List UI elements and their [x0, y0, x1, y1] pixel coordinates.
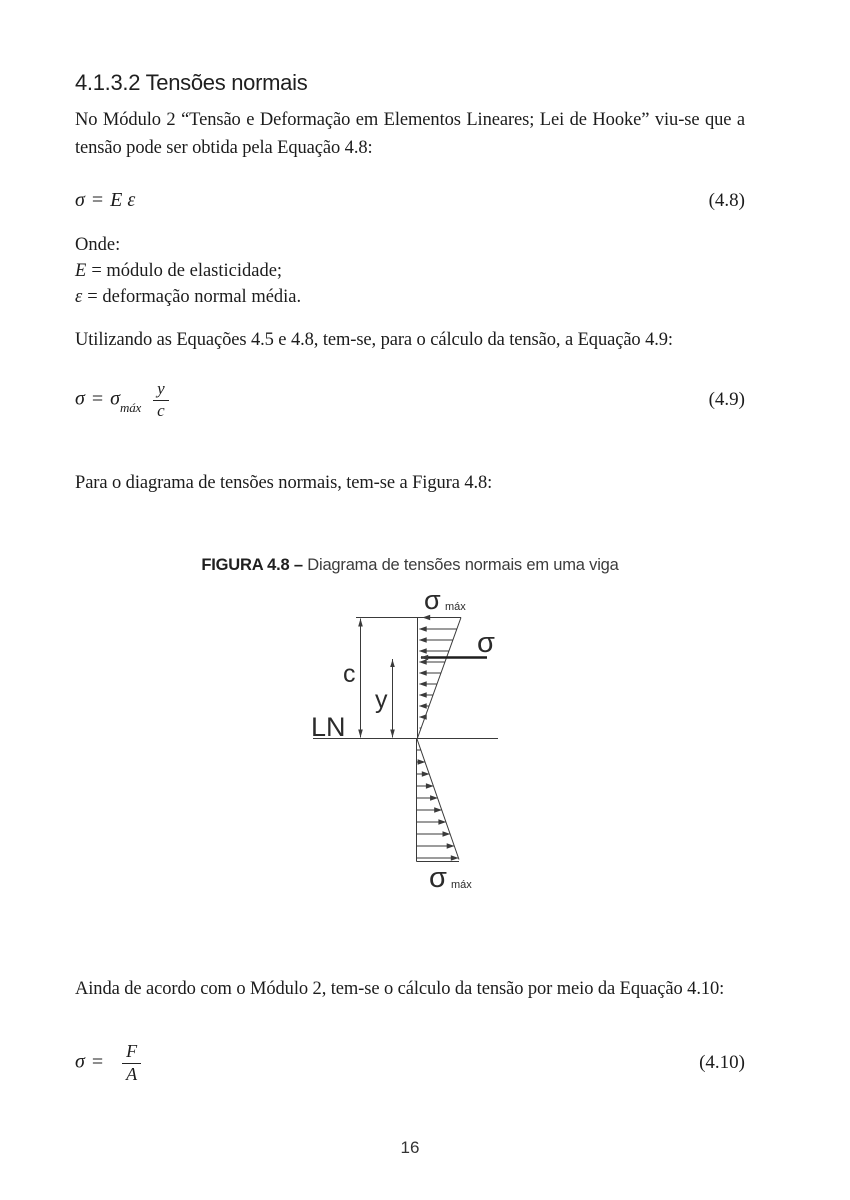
where-item-definition: = deformação normal média. [87, 287, 302, 307]
elasticity-modulus-symbol: E [110, 189, 123, 211]
paragraph-intro: No Módulo 2 “Tensão e Deformação em Elementos Lineares; Lei de Hooke” viu-se que a tensão pode ser obtida pela Equação 4.8: [75, 110, 745, 158]
sigma-max-top-label: σ [424, 585, 441, 615]
equation-4-8-expression [75, 189, 135, 212]
equation-4-8-number: (4.8) [708, 189, 745, 211]
equals-sign: = [91, 387, 104, 410]
fraction-denominator: A [122, 1063, 141, 1084]
sigma-max-top-subscript: máx [445, 601, 466, 613]
figure-caption [75, 555, 745, 575]
bottom-stress-triangle [417, 739, 460, 862]
fraction-y-over-c [153, 380, 169, 420]
sigma-max-subscript: máx [120, 399, 142, 415]
where-item-strain [75, 284, 745, 310]
where-item-elasticity [75, 258, 745, 284]
sigma-max-bottom-label: σ [429, 862, 447, 894]
dimension-y-label: y [375, 686, 388, 714]
sigma-max-bottom-subscript: máx [451, 879, 472, 891]
strain-symbol: ε [75, 287, 83, 307]
sigma-symbol: σ [75, 387, 85, 410]
strain-symbol: ε [127, 189, 136, 211]
bottom-stress-arrows [417, 750, 458, 858]
paragraph-using-equations: Utilizando as Equações 4.5 e 4.8, tem-se, para o cálculo da tensão, a Equação 4.9: [75, 330, 673, 350]
elasticity-modulus-symbol: E [75, 261, 87, 281]
paragraph-diagram-intro: Para o diagrama de tensões normais, tem-se a Figura 4.8: [75, 473, 493, 493]
figure-caption-text: Diagrama de tensões normais em uma viga [307, 556, 619, 574]
section-heading: 4.1.3.2 Tensões normais [75, 70, 308, 95]
equals-sign: = [91, 189, 104, 211]
equation-4-10 [75, 1032, 745, 1094]
dimension-c [358, 619, 363, 738]
where-block [75, 232, 745, 310]
fraction-F-over-A [122, 1042, 141, 1084]
sigma-symbol: σ [75, 1050, 85, 1073]
where-label: Onde: [75, 235, 121, 255]
sigma-symbol: σ [75, 189, 85, 211]
where-item-definition: = módulo de elasticidade; [91, 261, 283, 281]
equation-4-10-number: (4.10) [699, 1052, 745, 1073]
dimension-y [390, 659, 395, 738]
top-stress-triangle [356, 617, 461, 738]
sigma-label: σ [477, 627, 495, 659]
equation-4-9-number: (4.9) [708, 389, 745, 410]
fraction-denominator: c [153, 400, 169, 420]
stress-diagram [300, 585, 515, 897]
equation-4-8 [75, 189, 745, 212]
figure-caption-label: FIGURA 4.8 – [201, 556, 303, 574]
paragraph-module2: Ainda de acordo com o Módulo 2, tem-se o cálculo da tensão por meio da Equação 4.10: [75, 979, 725, 999]
equation-4-9-expression [75, 380, 169, 420]
neutral-line-label: LN [311, 712, 346, 742]
equation-4-9 [75, 372, 745, 428]
equals-sign: = [91, 1050, 104, 1073]
page-number: 16 [400, 1138, 420, 1157]
sigma-max-symbol: σ [110, 387, 121, 410]
dimension-c-label: c [343, 660, 356, 688]
equation-4-10-expression [75, 1042, 141, 1084]
fraction-numerator: F [126, 1041, 138, 1062]
fraction-numerator: y [157, 379, 165, 399]
